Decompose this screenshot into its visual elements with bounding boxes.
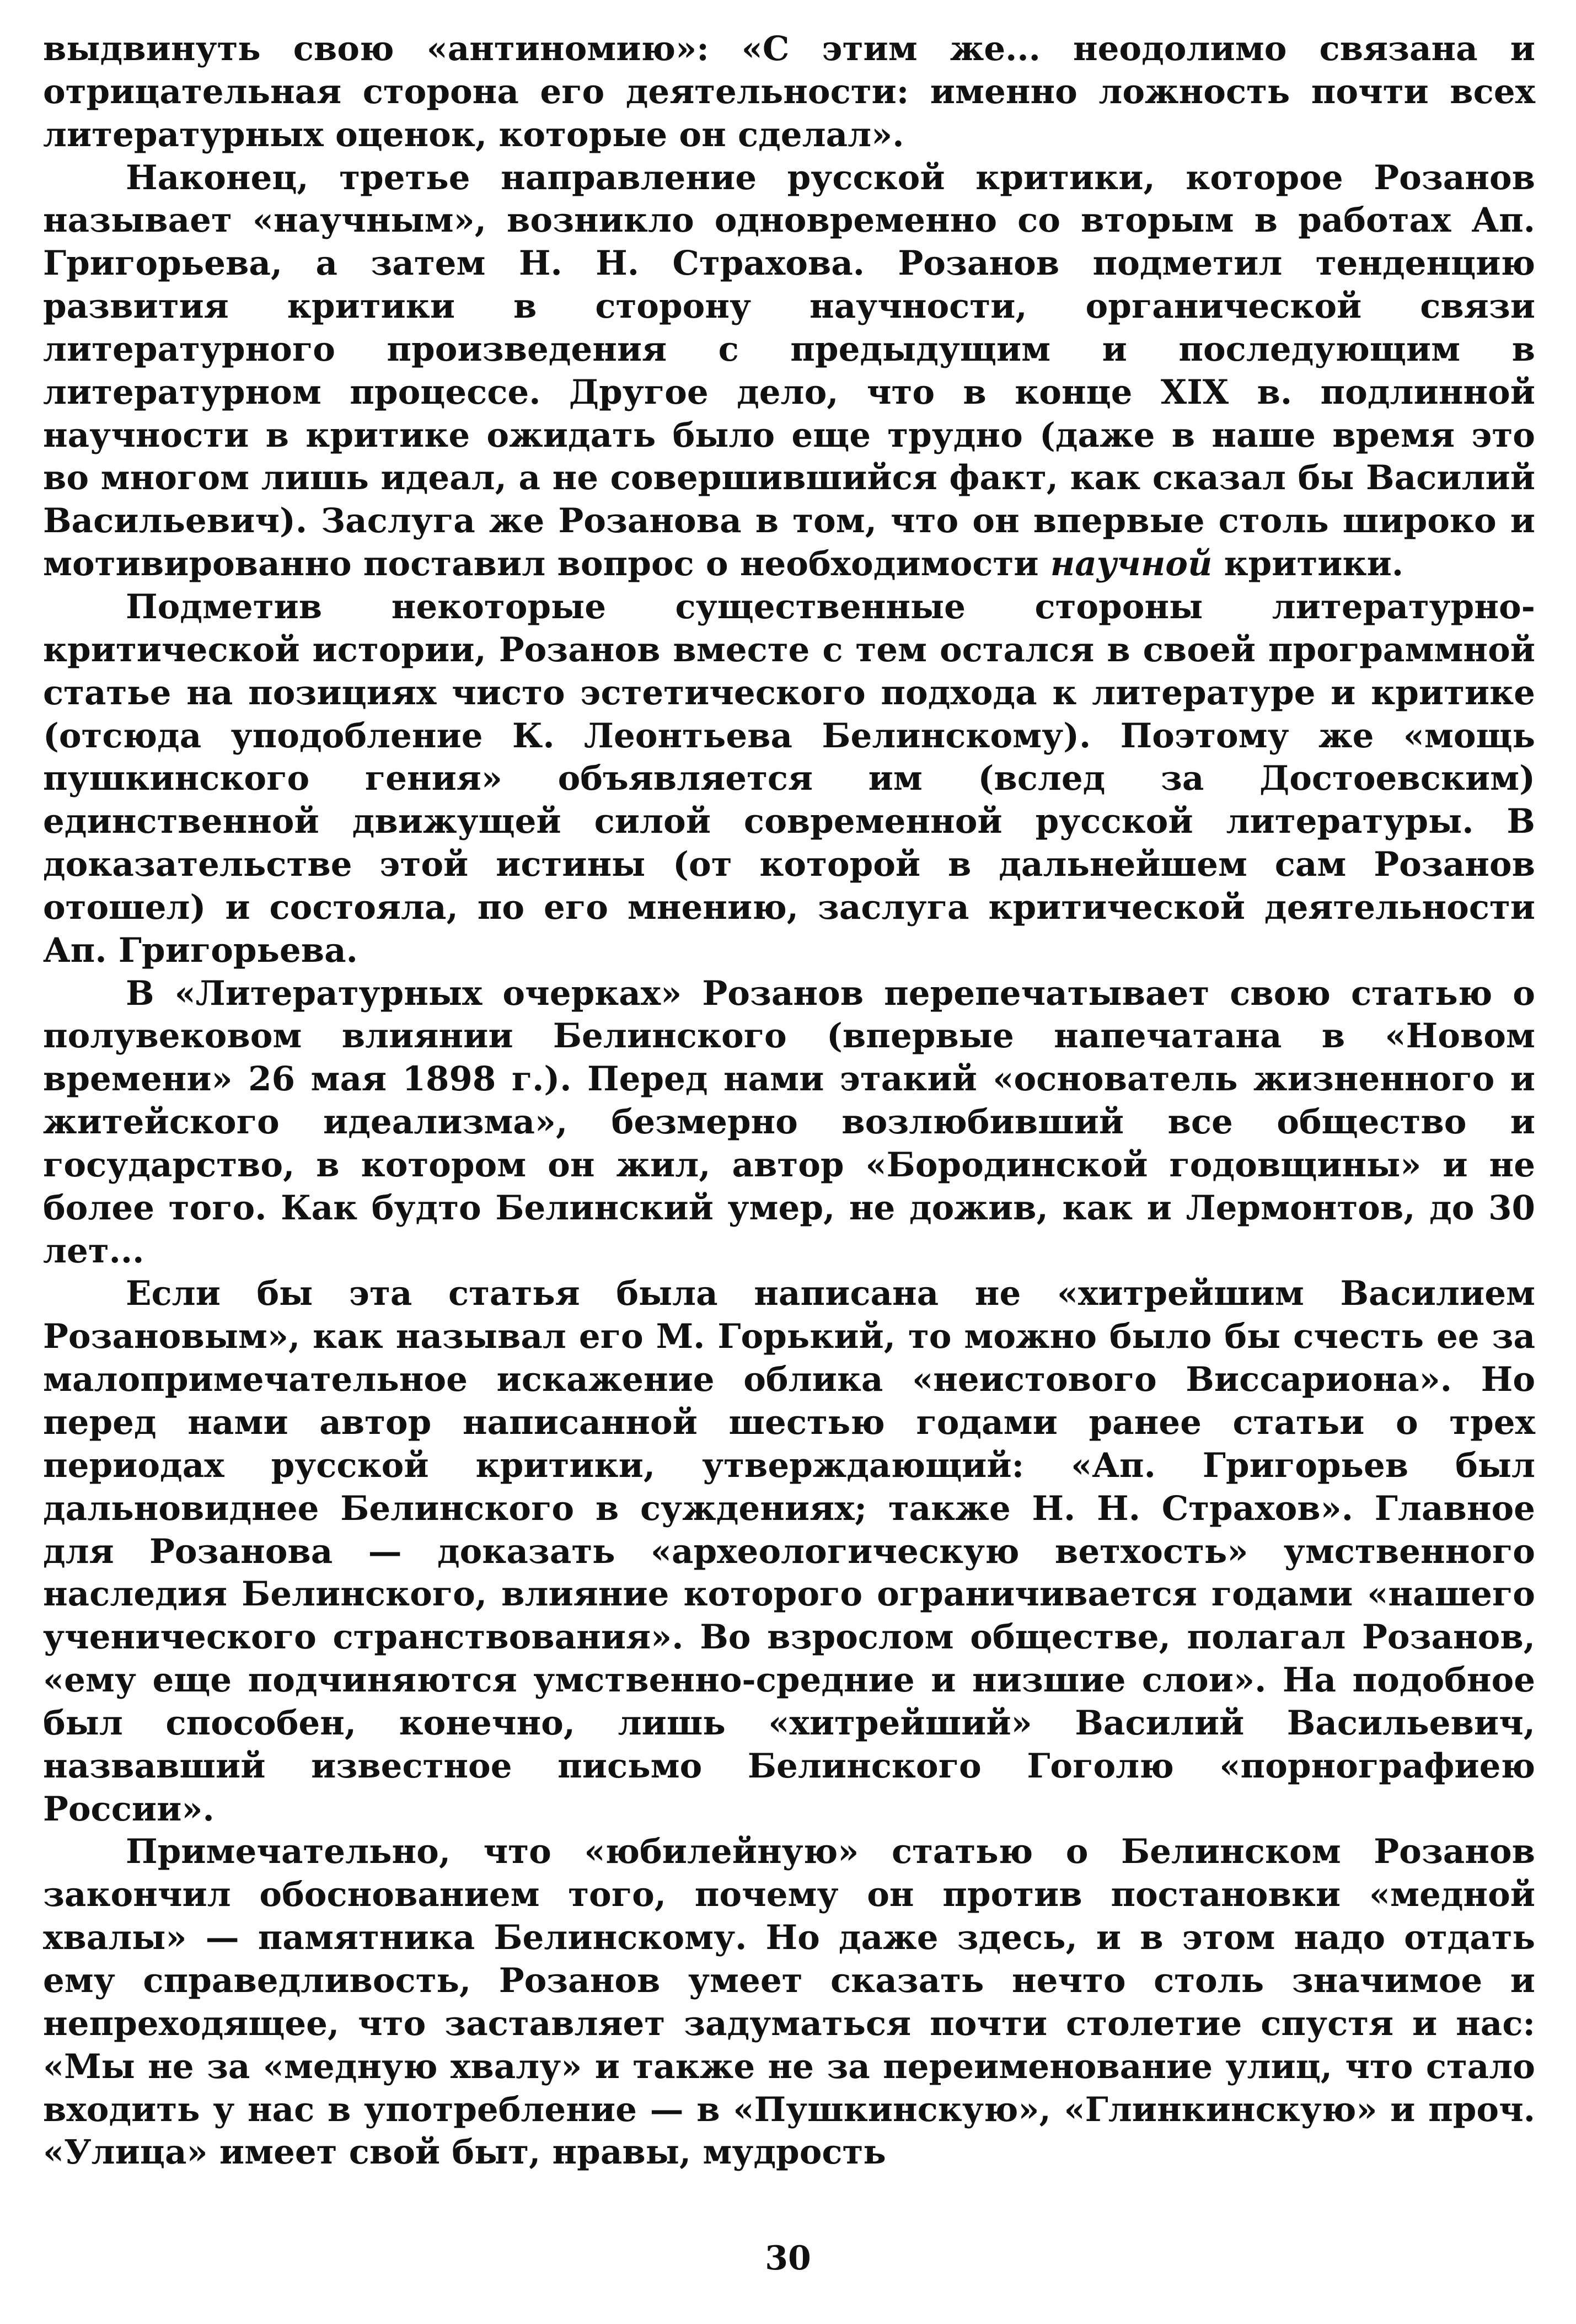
paragraph-text: Примечательно, что «юбилейную» статью о Белинском Розанов закончил обоснованием того, почему он против постановки «медной хвалы» — памятника Белинскому. Но даже здесь, и в этом надо отдать ему справедливость, Розанов умеет сказать нечто столь значимое и непреходящее, что заставляет задуматься почти столетие спустя и нас: «Мы не за «медную хвалу» и также не за переименование улиц, что стало входить у нас в употребление — в «Пушкинскую», «Глинкинскую» и проч. «Улица» имеет свой быт, нравы, мудрость bbox=[43, 1832, 1535, 2172]
paragraph bbox=[43, 28, 1535, 157]
paragraph bbox=[43, 586, 1535, 972]
page-number: 30 bbox=[765, 2239, 811, 2278]
paragraph-text: Подметив некоторые существенные стороны литературно-критической истории, Розанов вместе с тем остался в своей программной статье на позициях чисто эстетического подхода к литературе и критике (отсюда уподобление К. Леонтьева Белинскому). Поэтому же «мощь пушкинского гения» объявляется им (вслед за Достоевским) единственной движущей силой современной русской литературы. В доказательстве этой истины (от которой в дальнейшем сам Розанов отошел) и состояла, по его мнению, заслуга критической деятельности Ап. Григорьева. bbox=[43, 587, 1535, 970]
paragraph-text: критики. bbox=[1212, 544, 1404, 584]
paragraph bbox=[43, 1272, 1535, 1830]
emphasized-text: научной bbox=[1050, 544, 1213, 584]
paragraph bbox=[43, 157, 1535, 586]
paragraph bbox=[43, 1830, 1535, 2174]
paragraph-text: выдвинуть свою «антиномию»: «С этим же... неодолимо связана и отрицательная сторона его деятельности: именно ложность почти всех литературных оценок, которые он сделал». bbox=[43, 29, 1535, 154]
paragraph-text: Если бы эта статья была написана не «хитрейшим Василием Розановым», как называл его М. Горький, то можно было бы счесть ее за малопримечательное искажение облика «неистового Виссариона». Но перед нами автор написанной шестью годами ранее статьи о трех периодах русской критики, утверждающий: «Ап. Григорьев был дальновиднее Белинского в суждениях; также Н. Н. Страхов». Главное для Розанова — доказать «археологическую ветхость» умственного наследия Белинского, влияние которого ограничивается годами «нашего ученического странствования». Во взрослом обществе, полагал Розанов, «ему еще подчиняются умственно-средние и низшие слои». На подобное был способен, конечно, лишь «хитрейший» Василий Васильевич, назвавший известное письмо Белинского Гоголю «порнографиею России». bbox=[43, 1274, 1535, 1829]
paragraph-text: Наконец, третье направление русской критики, которое Розанов называет «научным», возникло одновременно со вторым в работах Ап. Григорьева, а затем Н. Н. Страхова. Розанов подметил тенденцию развития критики в сторону научности, органической связи литературного произведения с предыдущим и последующим в литературном процессе. Другое дело, что в конце XIX в. подлинной научности в критике ожидать было еще трудно (даже в наше время это во многом лишь идеал, а не совершившийся факт, как сказал бы Василий Васильевич). Заслуга же Розанова в том, что он впервые столь широко и мотивированно поставил вопрос о необходимости bbox=[43, 158, 1535, 584]
page-text bbox=[43, 28, 1535, 2174]
paragraph bbox=[43, 972, 1535, 1273]
paragraph-text: В «Литературных очерках» Розанов перепечатывает свою статью о полувековом влиянии Белинского (впервые напечатана в «Новом времени» 26 мая 1898 г.). Перед нами этакий «основатель жизненного и житейского идеализма», безмерно возлюбивший все общество и государство, в котором он жил, автор «Бородинской годовщины» и не более того. Как будто Белинский умер, не дожив, как и Лермонтов, до 30 лет... bbox=[43, 973, 1535, 1271]
